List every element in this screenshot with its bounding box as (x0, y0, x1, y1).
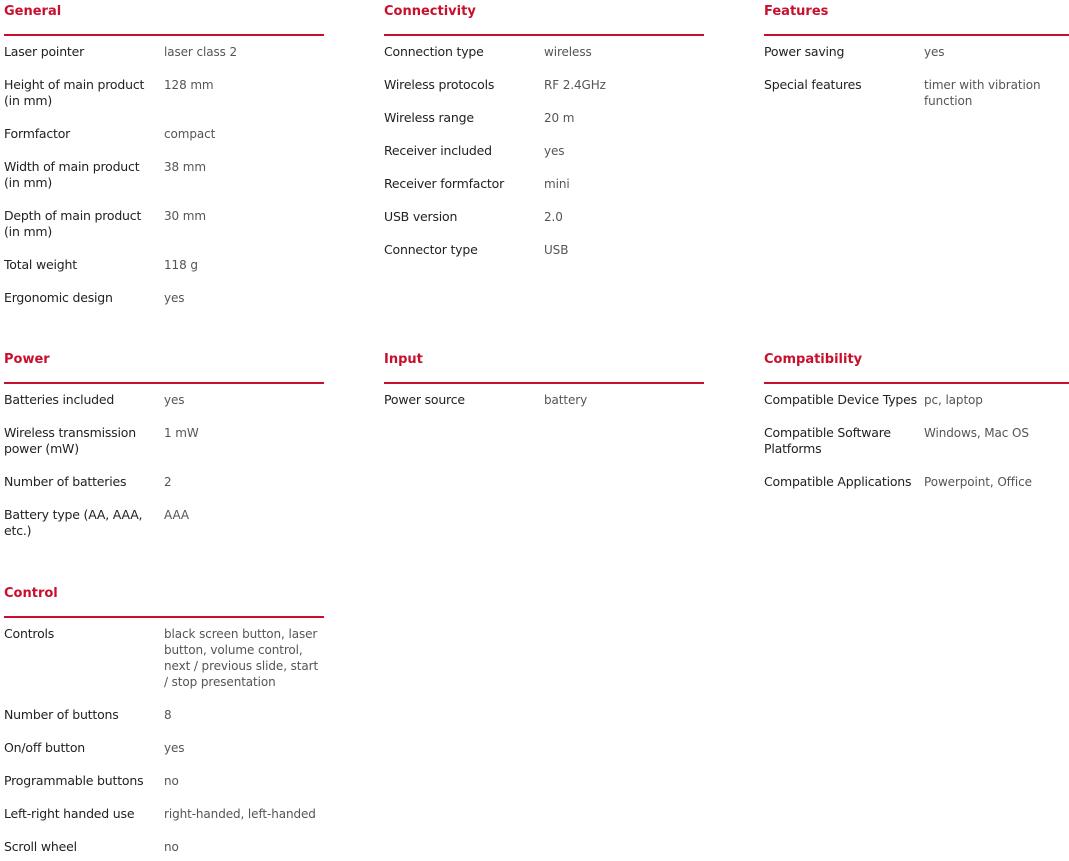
section-header (764, 0, 1069, 36)
spec-label: Compatible Applications (764, 474, 912, 489)
section-header (4, 0, 324, 36)
spec-row (764, 425, 1069, 457)
spec-label: Total weight (4, 257, 77, 272)
spec-value: timer with vibration function (924, 78, 1041, 108)
spec-list (4, 36, 324, 306)
spec-value: no (164, 840, 179, 854)
spec-row (4, 707, 324, 723)
spec-label: Ergonomic design (4, 290, 113, 305)
spec-list (764, 384, 1069, 490)
spec-row (384, 209, 704, 225)
spec-value: wireless (544, 45, 592, 59)
spec-row (384, 44, 704, 60)
spec-row (4, 290, 324, 306)
section-power (4, 348, 324, 539)
section-title: Control (4, 586, 58, 601)
spec-label: Batteries included (4, 392, 115, 407)
spec-row (384, 77, 704, 93)
spec-label: Number of batteries (4, 474, 127, 489)
spec-label: Formfactor (4, 126, 71, 141)
spec-list (384, 384, 704, 408)
spec-value: 1 mW (164, 426, 199, 440)
section-header (384, 0, 704, 36)
section-features (764, 0, 1069, 109)
spec-label: Height of main product (in mm) (4, 77, 145, 108)
spec-row (384, 110, 704, 126)
spec-label: Connection type (384, 44, 484, 59)
section-header (764, 348, 1069, 384)
spec-label: Depth of main product (in mm) (4, 208, 142, 239)
spec-value: no (164, 774, 179, 788)
spec-value: 38 mm (164, 160, 206, 174)
spec-row (4, 839, 324, 855)
spec-label: Special features (764, 77, 862, 92)
spec-value: RF 2.4GHz (544, 78, 606, 92)
spec-label: Left-right handed use (4, 806, 135, 821)
spec-label: Receiver included (384, 143, 492, 158)
spec-label: Connector type (384, 242, 478, 257)
spec-row (4, 740, 324, 756)
section-title: Compatibility (764, 352, 863, 367)
spec-label: Programmable buttons (4, 773, 144, 788)
spec-row (4, 806, 324, 822)
spec-list (384, 36, 704, 258)
spec-row (4, 257, 324, 273)
spec-value: 2.0 (544, 210, 563, 224)
spec-row (764, 392, 1069, 408)
spec-value: 20 m (544, 111, 575, 125)
spec-value: AAA (164, 508, 189, 522)
section-title: Input (384, 352, 423, 367)
spec-label: Power saving (764, 44, 845, 59)
spec-row (384, 242, 704, 258)
spec-row (4, 77, 324, 109)
spec-row (4, 208, 324, 240)
section-control (4, 582, 324, 855)
section-title: Connectivity (384, 4, 476, 19)
spec-list (764, 36, 1069, 109)
section-general (4, 0, 324, 306)
spec-row (4, 126, 324, 142)
spec-row (764, 474, 1069, 490)
spec-label: Wireless range (384, 110, 474, 125)
spec-value: 30 mm (164, 209, 206, 223)
spec-value: laser class 2 (164, 45, 238, 59)
spec-label: Wireless transmission power (mW) (4, 425, 136, 456)
spec-row (4, 425, 324, 457)
section-compatibility (764, 348, 1069, 490)
spec-value: pc, laptop (924, 393, 983, 407)
spec-value: yes (164, 393, 185, 407)
spec-list (4, 384, 324, 539)
spec-value: Powerpoint, Office (924, 475, 1032, 489)
section-title: General (4, 4, 62, 19)
spec-label: Scroll wheel (4, 839, 77, 854)
spec-label: Receiver formfactor (384, 176, 505, 191)
spec-label: Wireless protocols (384, 77, 495, 92)
section-title: Power (4, 352, 50, 367)
section-header (4, 582, 324, 618)
section-header (384, 348, 704, 384)
spec-value: yes (164, 291, 185, 305)
spec-label: Width of main product (in mm) (4, 159, 140, 190)
spec-label: Laser pointer (4, 44, 85, 59)
spec-value: yes (924, 45, 945, 59)
spec-row (4, 474, 324, 490)
section-header (4, 348, 324, 384)
spec-row (4, 44, 324, 60)
spec-value: 2 (164, 475, 172, 489)
spec-value: yes (164, 741, 185, 755)
spec-label: Battery type (AA, AAA, etc.) (4, 507, 143, 538)
spec-value: right-handed, left-handed (164, 807, 316, 821)
spec-label: On/off button (4, 740, 86, 755)
spec-value: Windows, Mac OS (924, 426, 1029, 440)
spec-value: compact (164, 127, 216, 141)
spec-list (4, 618, 324, 855)
spec-row (384, 176, 704, 192)
spec-label: USB version (384, 209, 458, 224)
section-title: Features (764, 4, 829, 19)
spec-row (384, 392, 704, 408)
spec-row (384, 143, 704, 159)
spec-row (764, 44, 1069, 60)
spec-row (764, 77, 1069, 109)
spec-row (4, 507, 324, 539)
spec-value: 118 g (164, 258, 198, 272)
spec-row (4, 159, 324, 191)
spec-value: black screen button, laser button, volume control, next / previous slide, start / stop presentation (164, 627, 319, 689)
section-connectivity (384, 0, 704, 258)
spec-label: Compatible Software Platforms (764, 425, 891, 456)
spec-label: Compatible Device Types (764, 392, 917, 407)
spec-value: yes (544, 144, 565, 158)
spec-label: Power source (384, 392, 465, 407)
section-input (384, 348, 704, 408)
spec-value: mini (544, 177, 570, 191)
spec-row (4, 392, 324, 408)
spec-row (4, 773, 324, 789)
spec-value: USB (544, 243, 569, 257)
spec-value: 8 (164, 708, 172, 722)
spec-label: Number of buttons (4, 707, 119, 722)
spec-value: 128 mm (164, 78, 214, 92)
spec-row (4, 626, 324, 690)
spec-label: Controls (4, 626, 55, 641)
spec-value: battery (544, 393, 588, 407)
